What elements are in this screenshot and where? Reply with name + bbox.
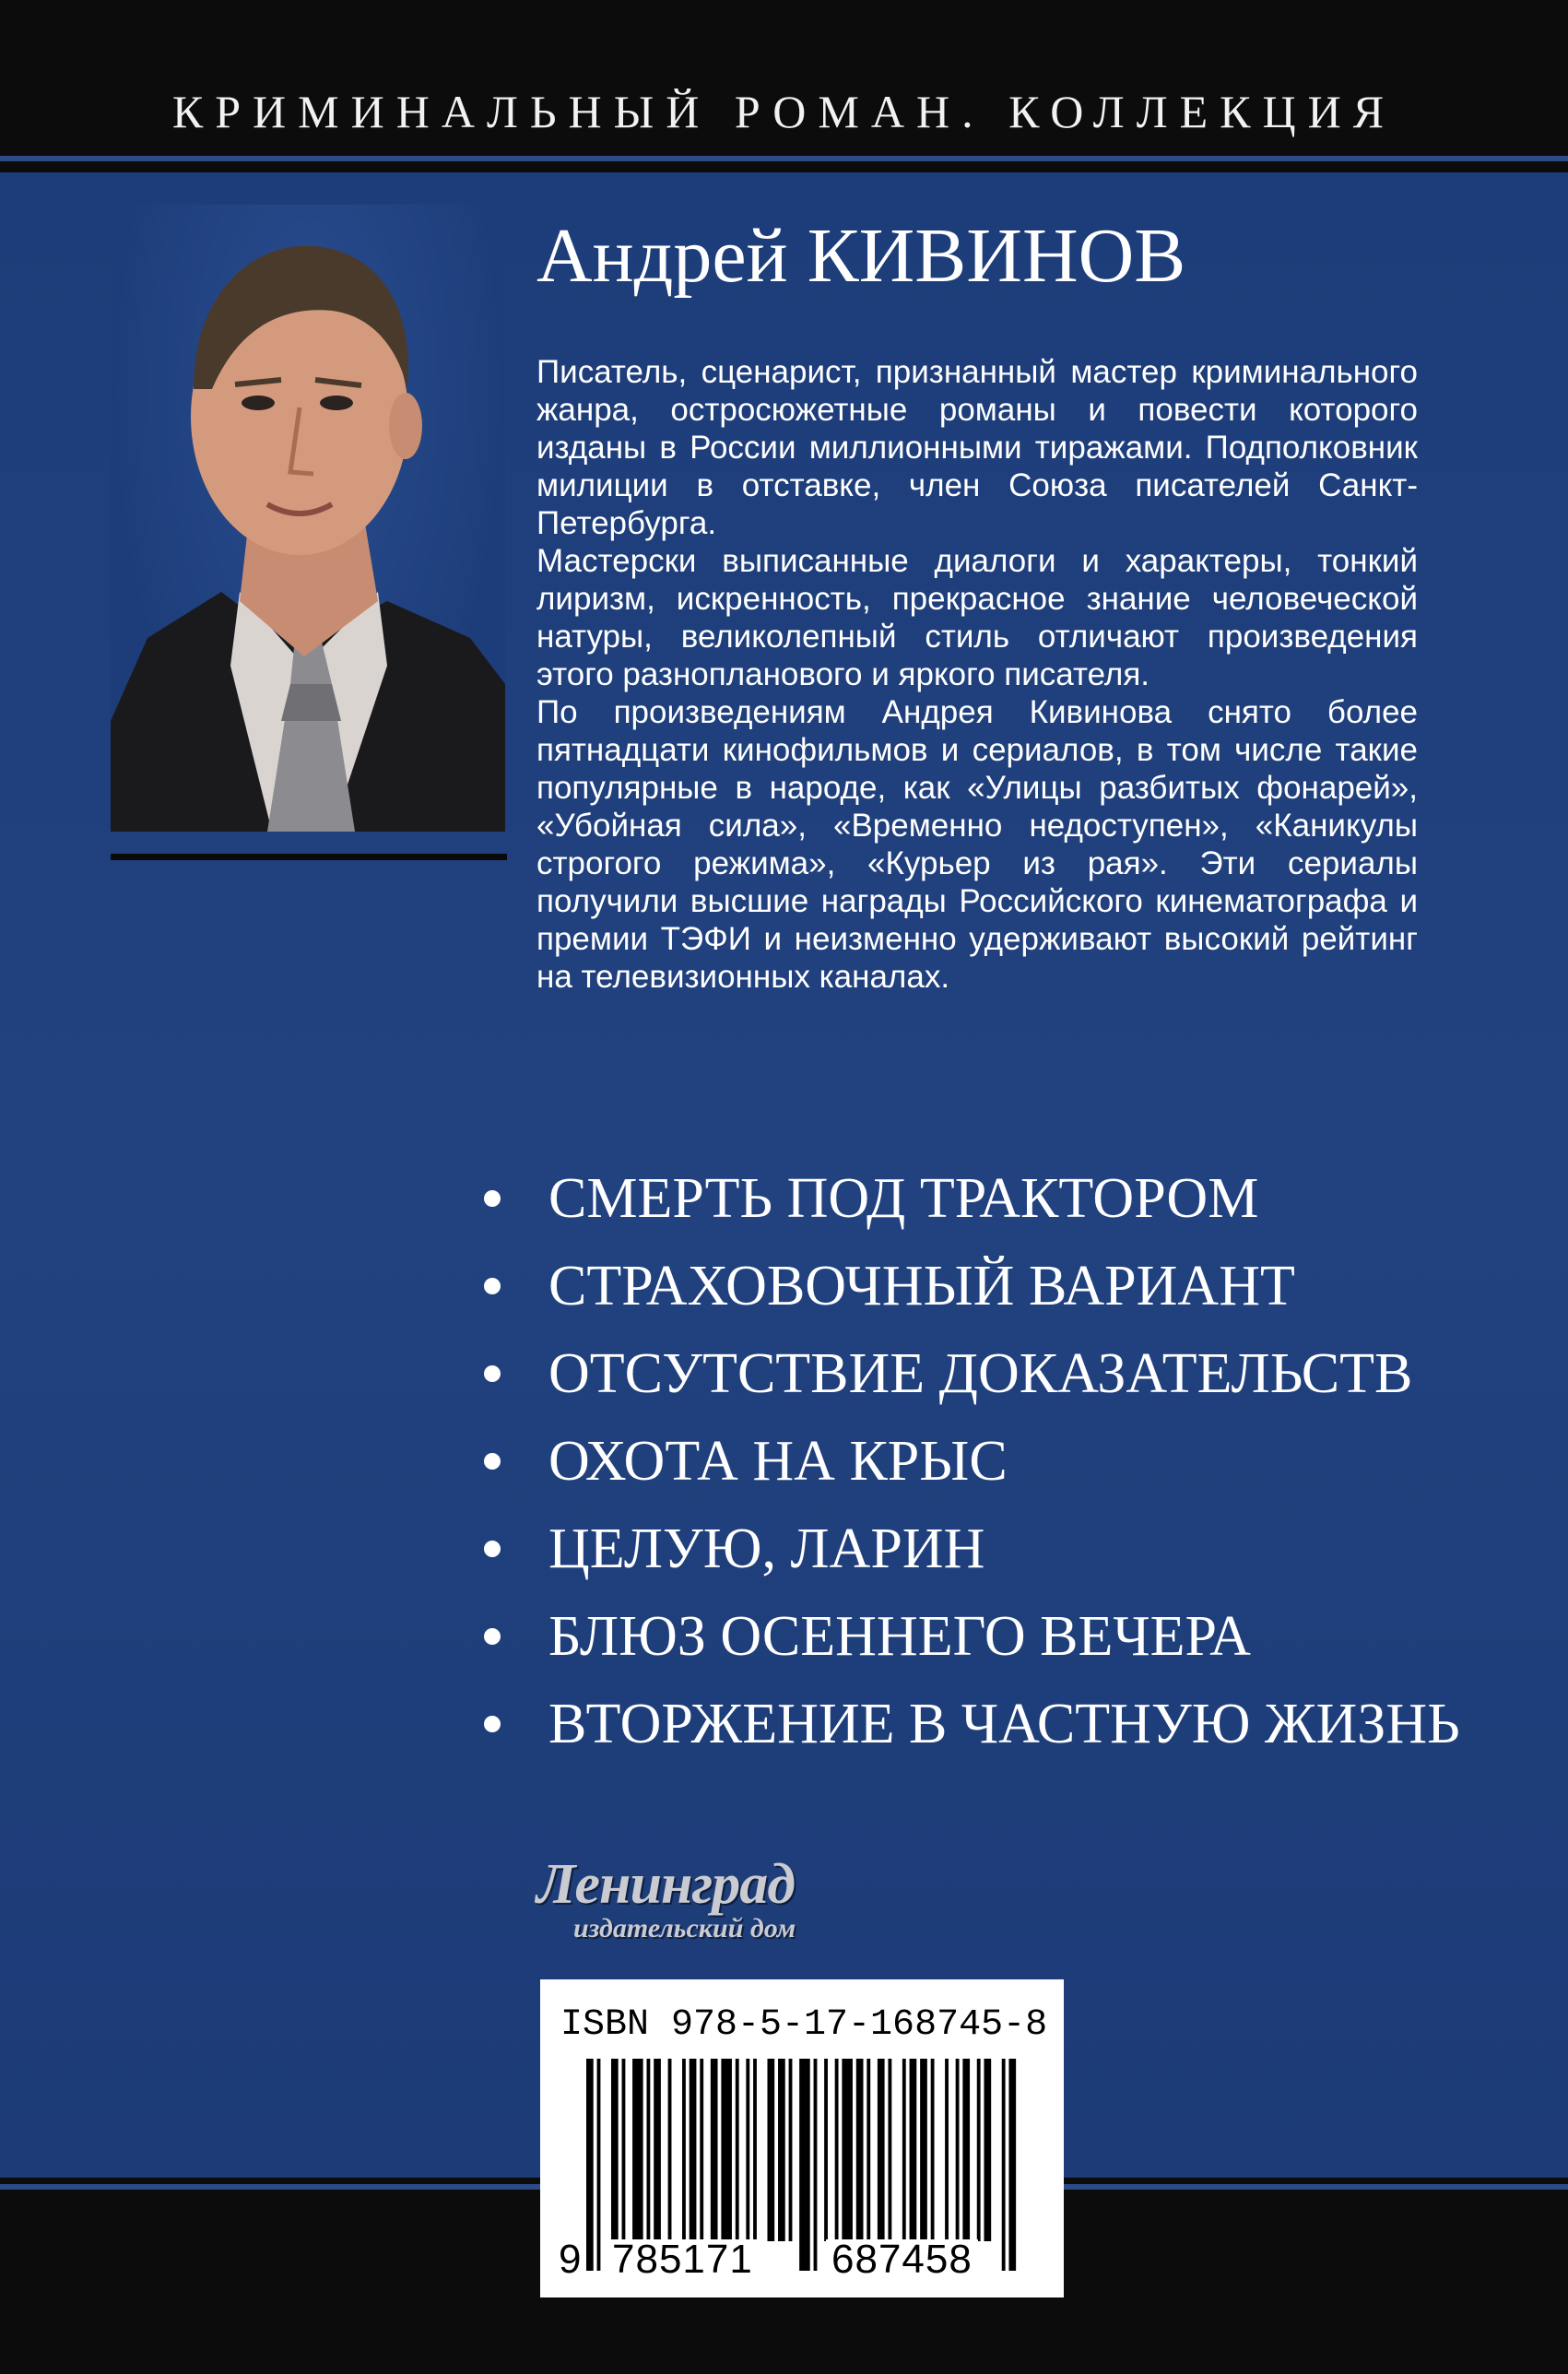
bio-paragraph: Писатель, сценарист, признанный мастер криминального жанра, остросюжетные романы и повести которого изданы в России миллионными тиражами. Подполковник милиции в отставке, член Союза писателей Санкт-Петербурга. [536,354,1418,541]
barcode-bar [778,2059,785,2241]
barcode-bar [910,2059,917,2241]
bullet-icon [484,1190,501,1207]
bio-paragraph: По произведениям Андрея Кивинова снято более пятнадцати кинофильмов и сериалов, в том числе такие популярные в народе, как «Улицы разбитых фонарей», «Убойная сила», «Временно недоступен», «Каникулы строгого режима», «Курьер из рая». Эти сериалы получили высшие награды Российского кинематографа и премии ТЭФИ и неизменно удерживают высокий рейтинг на телевизионных каналах. [536,694,1418,995]
list-item [475,1417,1526,1505]
list-item [475,1329,1526,1417]
list-item [475,1242,1526,1329]
barcode-bar [984,2059,991,2241]
barcode-bar [962,2059,970,2241]
barcode-digits-left: 785171 [607,2239,759,2280]
bullet-icon [484,1716,501,1732]
barcode-block [540,1979,1064,2297]
bullet-icon [484,1453,501,1470]
barcode-bar [711,2059,718,2241]
publisher-logo [536,1853,924,1953]
barcode-digit-first: 9 [559,2239,584,2280]
book-title: СТРАХОВОЧНЫЙ ВАРИАНТ [548,1254,1295,1317]
barcode-bar [977,2059,981,2241]
book-title: ОХОТА НА КРЫС [548,1429,1008,1493]
bullet-icon [484,1541,501,1557]
barcode-bar [920,2059,927,2241]
barcode-bar [878,2059,885,2241]
barcode-bar [668,2059,672,2241]
bullet-icon [484,1628,501,1645]
barcode-digits [559,2239,1047,2285]
photo-underline [111,854,507,860]
author-photo [111,205,505,832]
barcode-bar [902,2059,906,2241]
book-title: СМЕРТЬ ПОД ТРАКТОРОМ [548,1166,1259,1230]
barcode-bar [767,2059,774,2241]
barcode-bar [611,2059,619,2241]
book-titles-list [475,1154,1526,1767]
book-title: ЦЕЛУЮ, ЛАРИН [548,1517,985,1580]
barcode-bar [736,2059,739,2241]
barcode-bar [888,2059,891,2241]
list-item [475,1154,1526,1242]
barcode-bar [956,2059,960,2241]
barcode-bar [867,2059,870,2241]
barcode-bar [632,2059,643,2241]
author-bio [536,353,1418,996]
series-title: КРИМИНАЛЬНЫЙ РОМАН. КОЛЛЕКЦИЯ [171,86,1397,137]
barcode-bar [931,2059,935,2241]
top-band [0,0,1568,164]
publisher-name: Ленинград [536,1853,796,1916]
barcode-bar [622,2059,626,2241]
author-name: Андрей КИВИНОВ [536,213,1186,299]
barcode-bar [721,2059,732,2241]
barcode-digits-right: 687458 [826,2239,978,2280]
barcode-bar [646,2059,650,2241]
book-title: БЛЮЗ ОСЕННЕГО ВЕЧЕРА [548,1604,1251,1668]
top-divider [0,156,1568,161]
barcode-bar [856,2059,864,2241]
barcode-bar [700,2059,703,2241]
barcode-bar [842,2059,853,2241]
barcode-bar [682,2059,686,2241]
book-title: ОТСУТСТВИЕ ДОКАЗАТЕЛЬСТВ [548,1341,1413,1405]
isbn-label: ISBN 978-5-17-168745-8 [560,2004,1048,2046]
list-item [475,1505,1526,1592]
list-item [475,1680,1526,1767]
publisher-subtitle: издательский дом [573,1913,796,1943]
barcode-bar [789,2059,793,2241]
barcode-bar [753,2059,757,2241]
barcode-bar [824,2059,828,2241]
barcode-bar [746,2059,749,2241]
bullet-icon [484,1278,501,1294]
barcode-bar [945,2059,949,2241]
book-title: ВТОРЖЕНИЕ В ЧАСТНУЮ ЖИЗНЬ [548,1692,1460,1755]
list-item [475,1592,1526,1680]
barcode-bar [690,2059,697,2241]
bullet-icon [484,1365,501,1382]
barcode-bar [654,2059,661,2241]
bio-paragraph: Мастерски выписанные диалоги и характеры, тонкий лиризм, искренность, прекрасное знание человеческой натуры, великолепный стиль отличают произведения этого разнопланового и яркого писателя. [536,543,1418,692]
barcode-bar [835,2059,839,2241]
